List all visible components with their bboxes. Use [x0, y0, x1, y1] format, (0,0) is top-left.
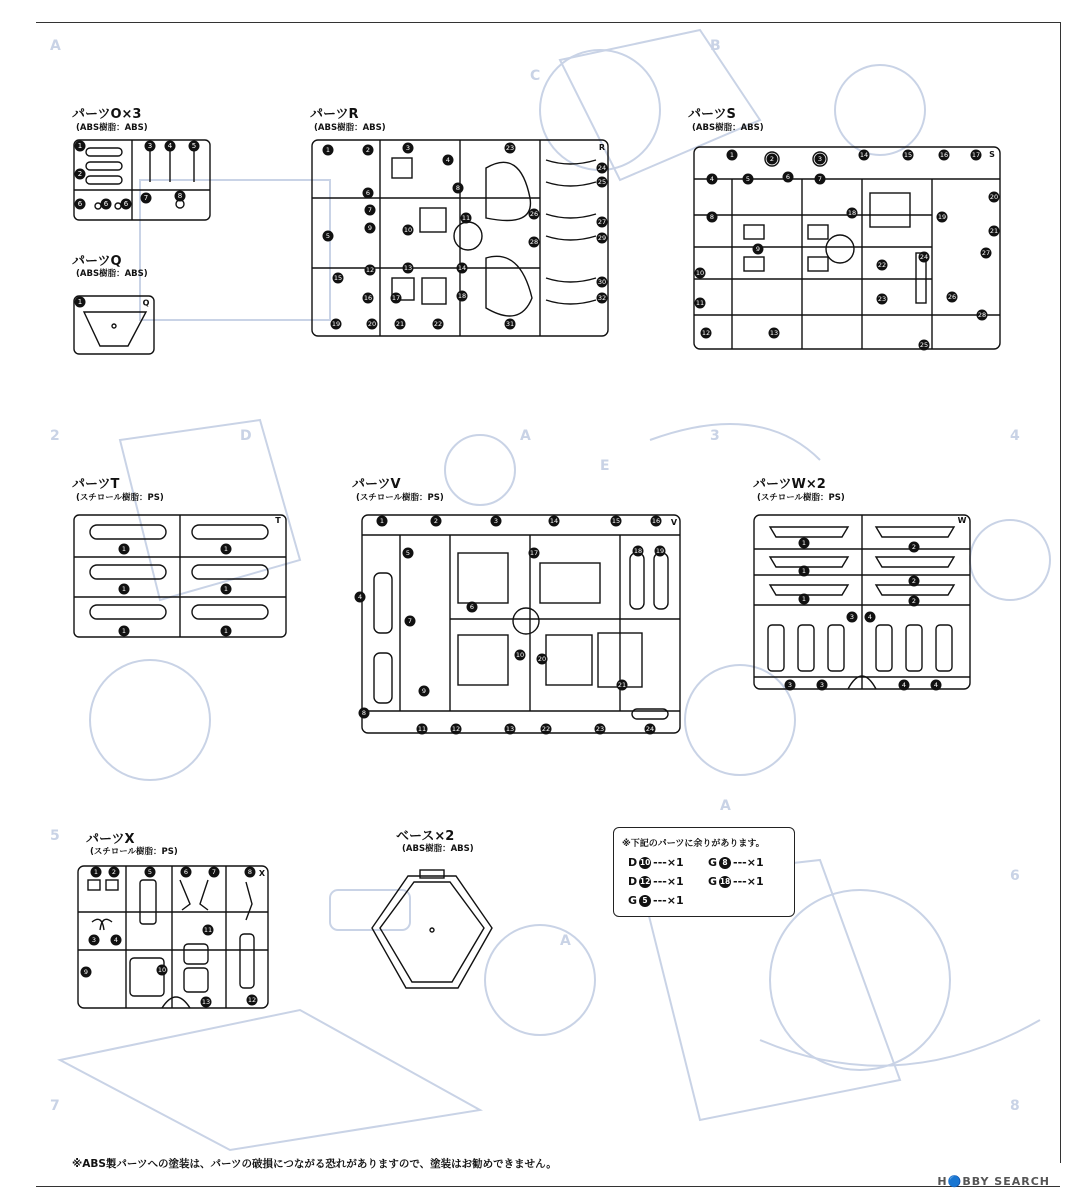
sprue-letter-r: R — [598, 143, 606, 152]
badge-r-9: 9 — [367, 224, 373, 232]
spare-letter: G — [628, 894, 638, 907]
badge-v-4: 4 — [357, 593, 363, 601]
badge-s-6: 6 — [785, 173, 791, 181]
badge-w-1c: 1 — [801, 595, 807, 603]
badge-v-20: 20 — [537, 655, 547, 663]
sprue-t — [72, 513, 288, 639]
sprue-r — [310, 138, 610, 338]
svg-text:A: A — [720, 798, 731, 814]
svg-text:D: D — [240, 428, 252, 444]
spare-qty: ---×1 — [653, 875, 684, 888]
spare-parts-note — [613, 827, 795, 917]
title-parts-x: パーツX — [86, 832, 135, 847]
badge-r-31: 31 — [505, 320, 515, 328]
svg-text:A: A — [560, 933, 571, 949]
spare-item-g18 — [708, 875, 764, 888]
svg-text:7: 7 — [50, 1098, 60, 1114]
badge-v-6: 6 — [469, 603, 475, 611]
title-parts-t: パーツT — [72, 477, 120, 492]
badge-o-2: 2 — [77, 170, 83, 178]
badge-r-8: 8 — [455, 184, 461, 192]
badge-w-2c: 2 — [911, 597, 917, 605]
badge-s-20: 20 — [989, 193, 999, 201]
title-parts-o: パーツO×3 — [72, 107, 142, 122]
spare-qty: ---×1 — [653, 894, 684, 907]
spare-note-heading: ※下記のパーツに余りがあります。 — [622, 839, 765, 849]
badge-v-21: 21 — [617, 681, 627, 689]
material-base: (ABS樹脂：ABS) — [402, 844, 474, 854]
badge-s-21: 21 — [989, 227, 999, 235]
badge-r-19: 19 — [331, 320, 341, 328]
sprue-v — [357, 513, 682, 735]
badge-w-4a: 4 — [901, 681, 907, 689]
sprue-letter-q: Q — [142, 298, 150, 308]
badge-v-19: 19 — [655, 547, 665, 555]
title-parts-s: パーツS — [688, 107, 736, 122]
svg-text:A: A — [520, 428, 531, 444]
base-part — [368, 868, 496, 994]
badge-v-18: 18 — [633, 547, 643, 555]
badge-r-10: 10 — [403, 226, 413, 234]
spare-letter: D — [628, 875, 638, 888]
badge-w-1a: 1 — [801, 539, 807, 547]
svg-text:E: E — [600, 458, 610, 474]
badge-v-2: 2 — [433, 517, 439, 525]
badge-o-6a: 6 — [77, 200, 83, 208]
badge-v-1: 1 — [379, 517, 385, 525]
badge-s-22: 22 — [877, 261, 887, 269]
badge-w-1b: 1 — [801, 567, 807, 575]
svg-text:C: C — [530, 68, 541, 84]
badge-s-14: 14 — [859, 151, 869, 159]
part-number-badges-v — [357, 513, 682, 735]
badge-v-14: 14 — [549, 517, 559, 525]
sprue-w — [752, 513, 972, 691]
spare-letter: G — [708, 875, 718, 888]
badge-s-28: 28 — [977, 311, 987, 319]
badge-v-11: 11 — [417, 725, 427, 733]
title-parts-q: パーツQ — [72, 254, 122, 269]
sprue-letter-w: W — [957, 516, 967, 525]
badge-s-10: 10 — [695, 269, 705, 277]
badge-x-10: 10 — [157, 966, 167, 974]
badge-s-5: 5 — [745, 175, 751, 183]
sprue-letter-x: X — [258, 869, 266, 878]
badge-v-17: 17 — [529, 549, 539, 557]
badge-r-15: 15 — [333, 274, 343, 282]
badge-w-2b: 2 — [911, 577, 917, 585]
badge-r-16: 16 — [363, 294, 373, 302]
material-parts-v: (スチロール樹脂：PS) — [356, 493, 444, 503]
badge-s-27: 27 — [981, 249, 991, 257]
badge-x-5: 5 — [147, 868, 153, 876]
svg-text:2: 2 — [50, 428, 60, 444]
badge-o-4: 4 — [167, 142, 173, 150]
badge-v-13: 13 — [505, 725, 515, 733]
badge-r-7: 7 — [367, 206, 373, 214]
badge-r-14: 14 — [457, 264, 467, 272]
material-parts-x: (スチロール樹脂：PS) — [90, 847, 178, 857]
badge-r-23: 23 — [505, 144, 515, 152]
badge-v-10: 10 — [515, 651, 525, 659]
badge-r-27: 27 — [597, 218, 607, 226]
badge-o-3: 3 — [147, 142, 153, 150]
badge-r-12: 12 — [365, 266, 375, 274]
badge-r-5: 5 — [325, 232, 331, 240]
badge-s-9: 9 — [755, 245, 761, 253]
badge-r-30: 30 — [597, 278, 607, 286]
badge-s-15: 15 — [903, 151, 913, 159]
badge-w-4c: 4 — [867, 613, 873, 621]
badge-w-3b: 3 — [819, 681, 825, 689]
badge-x-8: 8 — [247, 868, 253, 876]
material-parts-q: (ABS樹脂：ABS) — [76, 269, 148, 279]
sprue-s — [692, 145, 1002, 351]
badge-t-1b: 1 — [121, 585, 127, 593]
badge-o-6c: 6 — [123, 200, 129, 208]
spare-item-g5 — [628, 894, 684, 907]
badge-o-6b: 6 — [103, 200, 109, 208]
badge-s-7: 7 — [817, 175, 823, 183]
badge-v-16: 16 — [651, 517, 661, 525]
badge-r-32: 32 — [597, 294, 607, 302]
spare-number-badge: 18 — [719, 877, 731, 886]
badge-x-13: 13 — [201, 998, 211, 1006]
badge-o-1: 1 — [77, 142, 83, 150]
badge-v-3: 3 — [493, 517, 499, 525]
badge-s-19: 19 — [937, 213, 947, 221]
badge-x-7: 7 — [211, 868, 217, 876]
badge-r-4: 4 — [445, 156, 451, 164]
title-parts-w: パーツW×2 — [753, 477, 826, 492]
badge-r-22: 22 — [433, 320, 443, 328]
spare-qty: ---×1 — [733, 856, 764, 869]
badge-t-1a: 1 — [121, 545, 127, 553]
hobby-search-watermark: H🔵BBY SEARCH — [937, 1175, 1050, 1188]
badge-s-23: 23 — [877, 295, 887, 303]
badge-s-1: 1 — [729, 151, 735, 159]
title-parts-r: パーツR — [310, 107, 359, 122]
badge-s-8: 8 — [709, 213, 715, 221]
spare-item-d12 — [628, 875, 684, 888]
badge-w-4b: 4 — [933, 681, 939, 689]
badge-r-28: 28 — [529, 238, 539, 246]
badge-t-1c: 1 — [121, 627, 127, 635]
sprue-x — [76, 864, 270, 1010]
spare-number-badge: 5 — [639, 895, 651, 907]
spare-qty: ---×1 — [653, 856, 684, 869]
badge-r-18: 18 — [457, 292, 467, 300]
badge-s-11: 11 — [695, 299, 705, 307]
badge-w-3a: 3 — [787, 681, 793, 689]
spare-number-badge: 10 — [639, 858, 651, 867]
badge-s-2: 2 — [769, 155, 775, 163]
badge-x-4: 4 — [113, 936, 119, 944]
badge-r-11: 11 — [461, 214, 471, 222]
spare-number-badge: 12 — [639, 877, 651, 886]
badge-s-18: 18 — [847, 209, 857, 217]
badge-w-2a: 2 — [911, 543, 917, 551]
svg-text:B: B — [710, 38, 721, 54]
material-parts-w: (スチロール樹脂：PS) — [757, 493, 845, 503]
badge-s-26: 26 — [947, 293, 957, 301]
badge-x-11: 11 — [203, 926, 213, 934]
badge-v-8: 8 — [361, 709, 367, 717]
svg-text:5: 5 — [50, 828, 60, 844]
badge-x-1: 1 — [93, 868, 99, 876]
badge-o-7: 7 — [143, 194, 149, 202]
badge-v-7: 7 — [407, 617, 413, 625]
badge-v-23: 23 — [595, 725, 605, 733]
material-parts-s: (ABS樹脂：ABS) — [692, 123, 764, 133]
spare-qty: ---×1 — [733, 875, 764, 888]
badge-s-17: 17 — [971, 151, 981, 159]
badge-r-24: 24 — [597, 164, 607, 172]
badge-q-1: 1 — [77, 298, 83, 306]
badge-r-25: 25 — [597, 178, 607, 186]
badge-s-3: 3 — [817, 155, 823, 163]
badge-x-6: 6 — [183, 868, 189, 876]
svg-text:4: 4 — [1010, 428, 1020, 444]
title-parts-v: パーツV — [352, 477, 401, 492]
badge-r-1: 1 — [325, 146, 331, 154]
material-parts-o: (ABS樹脂：ABS) — [76, 123, 148, 133]
badge-t-1e: 1 — [223, 585, 229, 593]
badge-r-20: 20 — [367, 320, 377, 328]
spare-item-d10 — [628, 856, 684, 869]
badge-o-5: 5 — [191, 142, 197, 150]
badge-r-29: 29 — [597, 234, 607, 242]
sprue-letter-s: S — [989, 150, 995, 159]
badge-r-2: 2 — [365, 146, 371, 154]
badge-r-3: 3 — [405, 144, 411, 152]
badge-v-15: 15 — [611, 517, 621, 525]
sprue-q — [72, 294, 156, 356]
badge-r-13: 13 — [403, 264, 413, 272]
badge-v-22: 22 — [541, 725, 551, 733]
badge-s-13: 13 — [769, 329, 779, 337]
badge-o-8: 8 — [177, 192, 183, 200]
svg-text:3: 3 — [710, 428, 720, 444]
badge-x-2: 2 — [111, 868, 117, 876]
badge-s-24: 24 — [919, 253, 929, 261]
spare-letter: G — [708, 856, 718, 869]
badge-t-1f: 1 — [223, 627, 229, 635]
badge-s-25: 25 — [919, 341, 929, 349]
badge-v-9: 9 — [421, 687, 427, 695]
sprue-letter-v: V — [670, 518, 678, 527]
spare-number-badge: 8 — [719, 857, 731, 869]
badge-v-24: 24 — [645, 725, 655, 733]
spare-item-g8 — [708, 856, 764, 869]
material-parts-t: (スチロール樹脂：PS) — [76, 493, 164, 503]
spare-letter: D — [628, 856, 638, 869]
badge-w-3c: 3 — [849, 613, 855, 621]
badge-r-6: 6 — [365, 189, 371, 197]
badge-x-3: 3 — [91, 936, 97, 944]
badge-r-21: 21 — [395, 320, 405, 328]
sprue-o — [72, 138, 212, 222]
svg-text:A: A — [50, 38, 61, 54]
badge-r-26: 26 — [529, 210, 539, 218]
badge-x-9: 9 — [83, 968, 89, 976]
badge-s-16: 16 — [939, 151, 949, 159]
badge-x-12: 12 — [247, 996, 257, 1004]
badge-r-17: 17 — [391, 294, 401, 302]
svg-text:8: 8 — [1010, 1098, 1020, 1114]
title-base: ベース×2 — [396, 829, 455, 844]
paint-warning-note: ※ABS製パーツへの塗装は、パーツの破損につながる恐れがありますので、塗装はお勧めできません。 — [72, 1158, 557, 1170]
badge-s-4: 4 — [709, 175, 715, 183]
badge-t-1d: 1 — [223, 545, 229, 553]
badge-v-12: 12 — [451, 725, 461, 733]
badge-s-12: 12 — [701, 329, 711, 337]
badge-v-5: 5 — [405, 549, 411, 557]
svg-text:6: 6 — [1010, 868, 1020, 884]
material-parts-r: (ABS樹脂：ABS) — [314, 123, 386, 133]
sprue-letter-t: T — [275, 516, 281, 525]
